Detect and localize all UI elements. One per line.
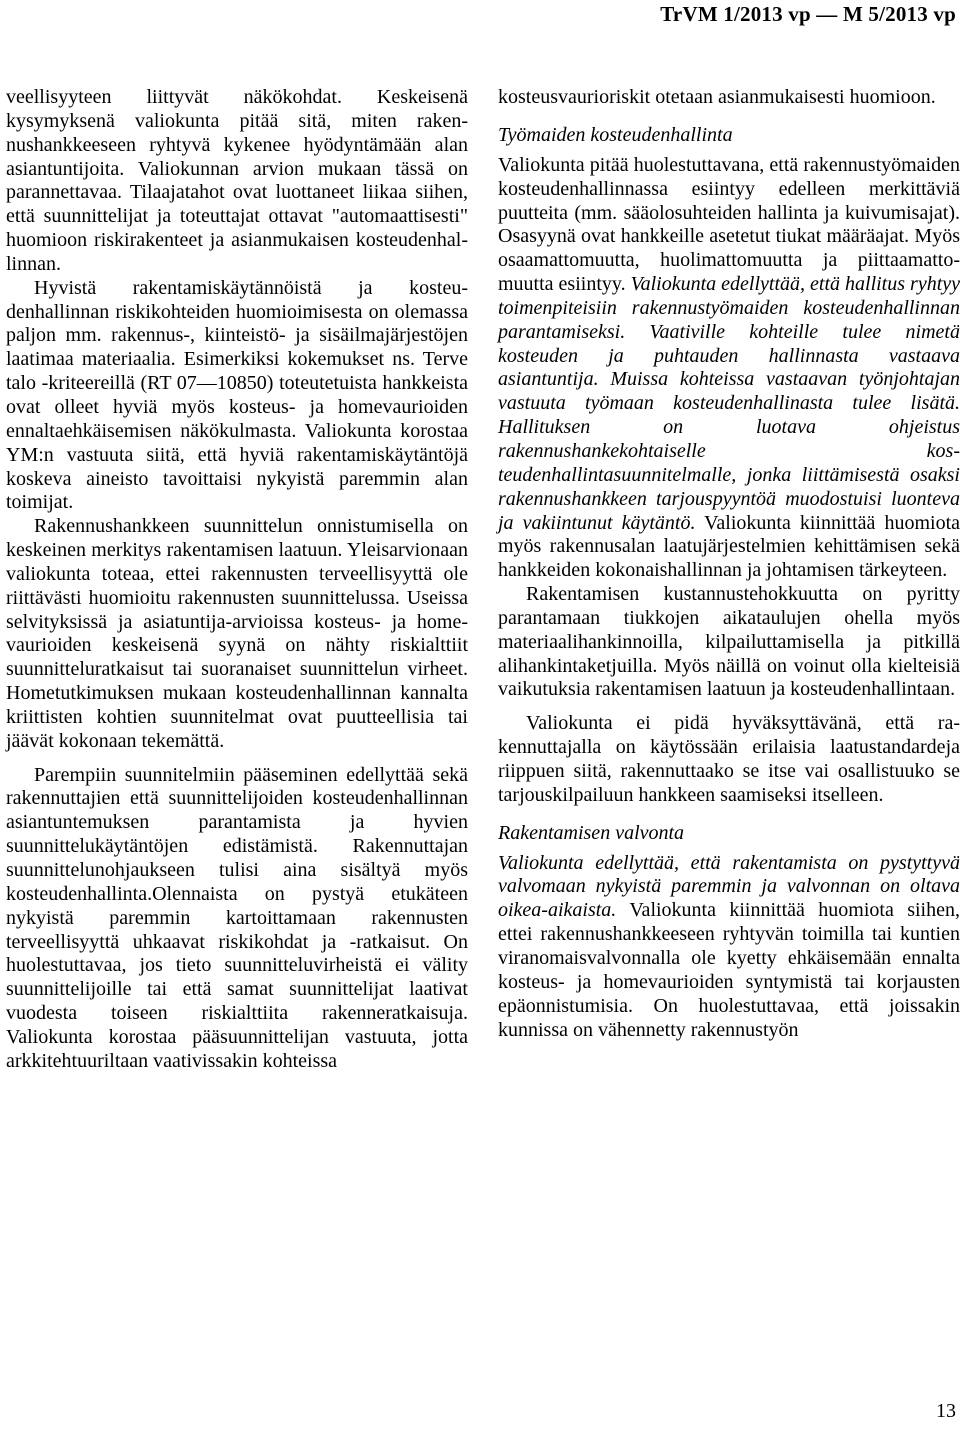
paragraph-text: Valiokunta pitää huolestuttavana, että rakennustyömaiden kosteudenhallinnassa esiintyy edelleen merkittäviä puutteita (mm. sääolosuhteiden hallinta ja kuivumisajat). Osasyynä ovat hankkeille asetetut tiukat määräajat. Myös osaamattomuutta, huolimattomuutta ja piittaamattomuutta esiintyy. (498, 153, 960, 296)
paragraph: Rakennushankkeen suunnittelun onnistumisella on keskeinen merkitys rakentamisen laatuun. Yleisarvionaan valiokunta toteaa, ettei rakennusten terveellisyyttä ole riittävästi huomioitu rakennusten suunnittelussa. Useissa selvityksissä ja asiatuntija-arvioissa kosteus- ja homevaurioiden keskeisenä syynä on nähty riskialttiit suunnitteluratkaisut tai suoranaiset suunnittelun virheet. Hometutkimuksen mukaan kosteudenhallinnan kannalta kriittisten kohtien suunnitelmat ovat puutteellisia tai jäävät kokonaan tekemättä. (6, 515, 468, 752)
emphasized-requirement-text: Valiokunta edellyttää, että rakentamista on pystyttyvä valvomaan nykyistä paremmin ja valvonnan on oltava oikea-aikaista. (498, 851, 960, 922)
left-column (6, 86, 468, 1074)
paragraph: Hyvistä rakentamiskäytännöistä ja kosteudenhallinnan riskikohteiden huomioimisesta on olemassa paljon mm. rakennus-, kiinteistö- ja sisäilmajärjestöjen laatimaa materiaalia. Esimerkiksi kokemukset ns. Terve talo -kriteereillä (RT 07—10850) toteutetuista hankkeista ovat olleet hyviä myös kosteus- ja homevaurioiden ennaltaehkäisemisen näkökulmasta. Valiokunta korostaa YM:n vastuuta siitä, että hyviä rakentamiskäytäntöjä koskeva aineisto tavoittaisi nykyistä paremmin alan toimijat. (6, 276, 468, 514)
paragraph: veellisyyteen liittyvät näkökohdat. Keskeisenä kysymyksenä valiokunta pitää sitä, miten rakennushankkeeseen ryhtyvä kykenee hyödyntämään alan asiantuntijoita. Valiokunnan arvion mukaan tässä on parannettavaa. Tilaajatahot ovat luottaneet liikaa siihen, että suunnittelijat ja toteuttajat ottavat "automaattisesti" huomioon riskirakenteet ja asianmukaisen kosteudenhallinnan. (6, 86, 468, 275)
section-heading: Rakentamisen valvonta (498, 821, 685, 844)
running-header: TrVM 1/2013 vp — M 5/2013 vp (660, 2, 956, 26)
paragraph (498, 852, 960, 1043)
paragraph: kosteusvaurioriskit otetaan asianmukaisesti huomioon. (498, 86, 936, 108)
page-number: 13 (936, 1400, 956, 1422)
paragraph: Valiokunta ei pidä hyväksyttävänä, että rakennuttajalla on käytössään erilaisia laatustandardeja riippuen siitä, rakennuttaako se itse vai osallistuuko se tarjouskilpailuun hankkeen saamiseksi itselleen. (498, 712, 960, 806)
right-column (498, 86, 960, 1042)
section-heading: Työmaiden kosteudenhallinta (498, 123, 733, 146)
paragraph-text: Valiokunta kiinnittää huomiota myös rakennusalan laatujärjestelmien kehittämisen sekä hankkeiden kokonaishallinnan ja johtamisen tärkeyteen. (498, 511, 960, 582)
paragraph: Parempiin suunnitelmiin pääseminen edellyttää sekä rakennuttajien että suunnittelijoiden kosteudenhallinnan asiantuntemuksen parantamista ja hyvien suunnittelukäytäntöjen edistämistä. Rakennuttajan suunnittelunohjaukseen tulisi aina sisältyä myös kosteudenhallinta.Olennaista on pystyä etukäteen nykyistä paremmin kartoittamaan rakennusten terveellisyyttä uhkaavat riskikohdat ja -ratkaisut. On huolestuttavaa, jos tieto suunnitteluvirheistä ei välity suunnittelijoille tai että samat suunnittelijat laativat vuodesta toiseen riskialttiita rakenneratkaisuja. Valiokunta korostaa pääsuunnittelijan vastuuta, jotta arkkitehtuuriltaan vaativissakin kohteissa (6, 763, 468, 1072)
paragraph: Rakentamisen kustannustehokkuutta on pyritty parantamaan tiukkojen aikataulujen ohella myös materiaalihankinnoilla, kilpailuttamisella ja pitkillä alihankintaketjuilla. Myös näillä on voinut olla kielteisiä vaikutuksia rakentamisen laatuun ja kosteudenhallintaan. (498, 583, 960, 701)
paragraph-text: Valiokunta kiinnittää huomiota siihen, ettei rakennushankkeeseen ryhtyvän toimilla tai kuntien viranomaisvalvonnalla ole kyetty ehkäisemään ennalta kosteus- ja homevaurioiden syntymistä tai korjausten epäonnistumisia. On huolestuttavaa, että joissakin kunnissa on vähennetty rakennustyön (498, 899, 960, 1041)
emphasized-requirement-text: Valiokunta edellyttää, että hallitus ryhtyy toimenpiteisiin rakennustyömaiden kosteudenhallinnan parantamiseksi. Vaativille kohteille tulee nimetä kosteuden ja puhtauden hallinnasta vastaava asiantuntija. Muissa kohteissa vastaavan työnjohtajan vastuuta työmaan kosteudenhallinasta tulee lisätä. Hallituksen on luotava ohjeistus rakennushankekohtaiselle kosteudenhallintasuunnitelmalle, jonka liittämisestä osaksi rakennushankkeen tarjouspyyntöä muodostuisi luonteva ja vakiintunut käytäntö. (498, 273, 960, 534)
paragraph (498, 154, 960, 583)
